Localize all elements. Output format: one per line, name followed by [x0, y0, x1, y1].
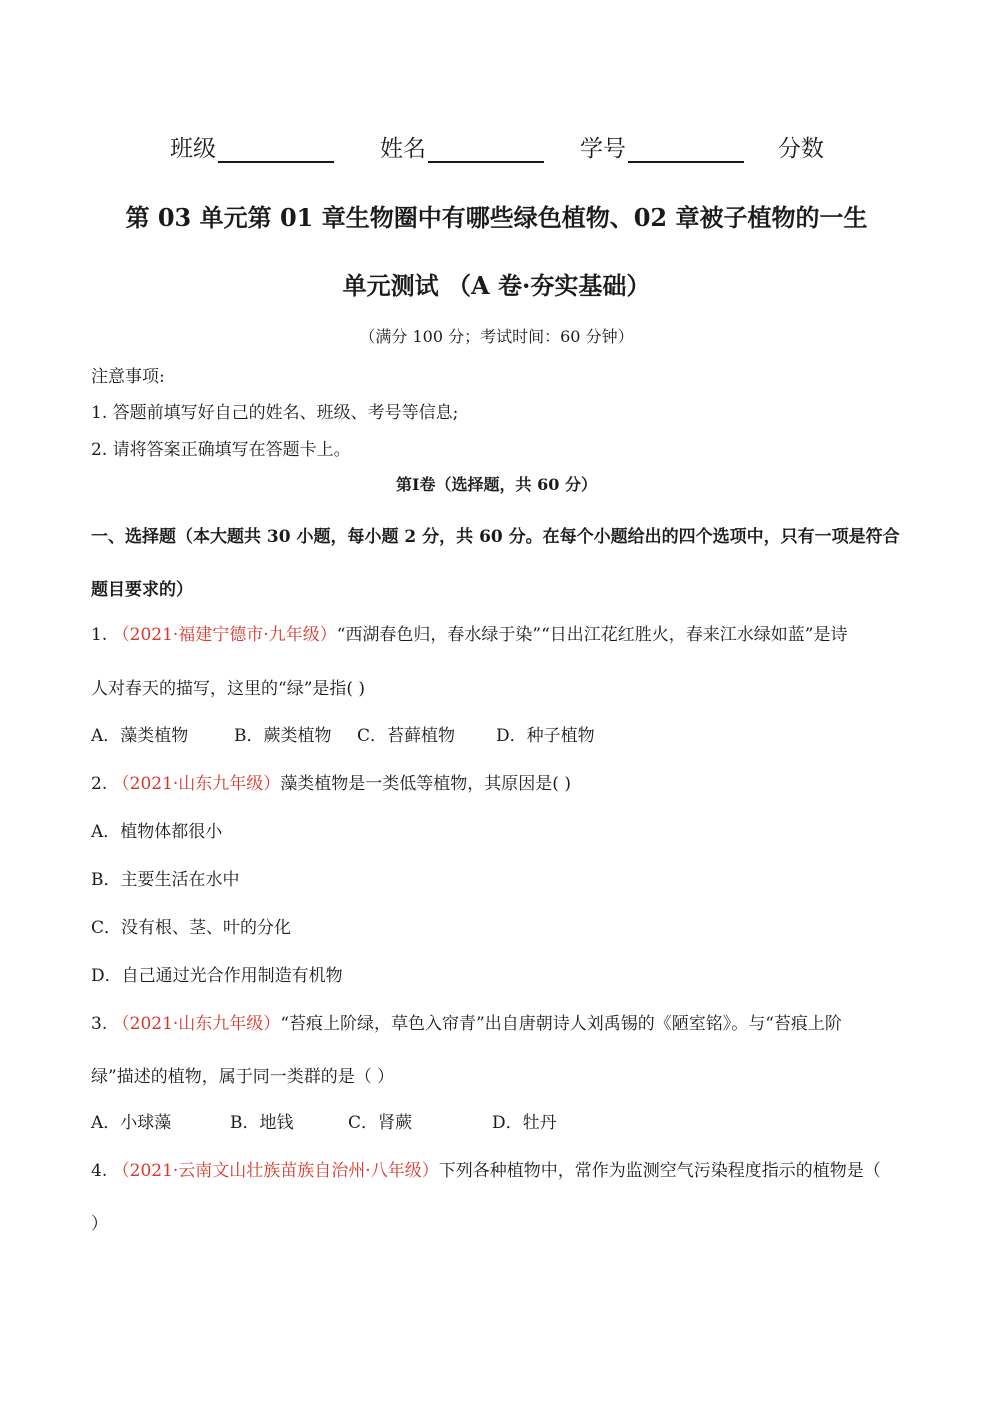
option-c[interactable]: C．肾蕨: [348, 1113, 413, 1133]
student-id-label: 学号: [580, 136, 626, 162]
option-b[interactable]: B．蕨类植物: [234, 726, 332, 746]
question-text-continued: 绿”描述的植物，属于同一类群的是（ ）: [91, 1067, 395, 1087]
option-b[interactable]: B．地钱: [230, 1113, 294, 1133]
question-number: 4.: [91, 1161, 108, 1181]
class-label: 班级: [170, 136, 216, 162]
question-2: [91, 769, 571, 794]
option-d[interactable]: D．种子植物: [496, 726, 595, 746]
question-4: [91, 1156, 881, 1181]
question-text-continued: 人对春天的描写，这里的“绿”是指( ): [91, 679, 366, 699]
student-id-blank[interactable]: [628, 135, 744, 163]
question-3: [91, 1009, 842, 1034]
section-instruction-line1: 一、选择题（本大题共 30 小题，每小题 2 分，共 60 分。在每个小题给出的四个选项中，只有一项是符合: [91, 527, 900, 547]
student-id-field[interactable]: [580, 130, 744, 163]
question-text: “西湖春色归，春水绿于染”“日出江花红胜火，春来江水绿如蓝”是诗: [336, 625, 848, 645]
question-text-continued: ）: [91, 1214, 108, 1234]
option-c[interactable]: C．苔藓植物: [357, 726, 456, 746]
question-text: “苔痕上阶绿，草色入帘青”出自唐朝诗人刘禹锡的《陋室铭》。与“苔痕上阶: [280, 1014, 842, 1034]
question-1: [91, 620, 847, 645]
option-a[interactable]: A．藻类植物: [91, 726, 189, 746]
option-a[interactable]: A．小球藻: [91, 1113, 172, 1133]
score-label: 分数: [778, 136, 824, 162]
part-title: 第Ⅰ卷（选择题，共 60 分）: [396, 475, 597, 494]
page-title-line1: 第 03 单元第 01 章生物圈中有哪些绿色植物、02 章被子植物的一生: [125, 203, 868, 232]
page-title-line2: 单元测试 （A 卷·夯实基础）: [342, 271, 651, 300]
option-c[interactable]: C．没有根、茎、叶的分化: [91, 918, 292, 938]
question-source: （2021·山东九年级）: [112, 774, 281, 794]
option-b[interactable]: B．主要生活在水中: [91, 870, 240, 890]
name-field[interactable]: [380, 130, 544, 163]
option-d[interactable]: D．牡丹: [492, 1113, 557, 1133]
name-label: 姓名: [380, 136, 426, 162]
note-item: 1. 答题前填写好自己的姓名、班级、考号等信息;: [91, 403, 459, 423]
note-item: 2. 请将答案正确填写在答题卡上。: [91, 440, 351, 460]
name-blank[interactable]: [428, 135, 544, 163]
class-blank[interactable]: [218, 135, 334, 163]
exam-info: （满分 100 分；考试时间：60 分钟）: [359, 327, 634, 346]
option-a[interactable]: A．植物体都很小: [91, 822, 223, 842]
question-number: 3.: [91, 1014, 108, 1034]
class-field[interactable]: [170, 130, 334, 163]
question-text: 下列各种植物中，常作为监测空气污染程度指示的植物是（: [438, 1161, 881, 1181]
notes-heading: 注意事项:: [91, 367, 165, 387]
question-number: 2.: [91, 774, 108, 794]
question-1-options: [91, 721, 691, 745]
question-source: （2021·山东九年级）: [112, 1014, 281, 1034]
question-3-options: [91, 1108, 691, 1132]
question-source: （2021·云南文山壮族苗族自治州·八年级）: [112, 1161, 439, 1181]
question-text: 藻类植物是一类低等植物，其原因是( ): [280, 774, 571, 794]
section-instruction-line2: 题目要求的）: [91, 580, 193, 600]
question-number: 1.: [91, 625, 108, 645]
question-source: （2021·福建宁德市·九年级）: [112, 625, 337, 645]
option-d[interactable]: D．自己通过光合作用制造有机物: [91, 966, 343, 986]
